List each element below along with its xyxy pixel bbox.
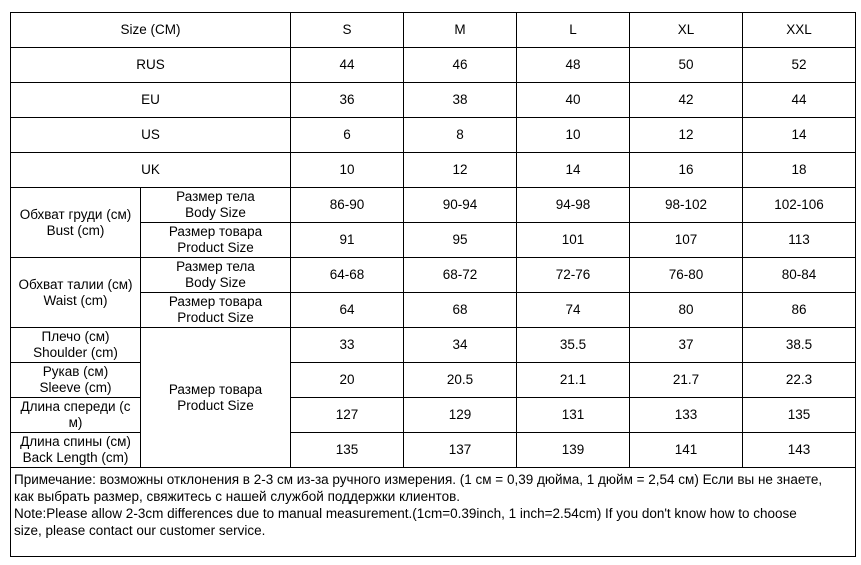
conversion-row-us (11, 118, 856, 153)
front-length-label (11, 398, 141, 433)
table-cell: 52 (743, 48, 856, 83)
body-size-label-ru: Размер тела (176, 259, 255, 274)
conversion-row-uk (11, 153, 856, 188)
table-cell: 68 (404, 293, 517, 328)
table-cell: 38 (404, 83, 517, 118)
table-cell: 35.5 (517, 328, 630, 363)
table-cell: 38.5 (743, 328, 856, 363)
conversion-row-rus (11, 48, 856, 83)
table-cell: 46 (404, 48, 517, 83)
table-cell: 86-90 (291, 188, 404, 223)
table-cell: 44 (743, 83, 856, 118)
table-cell: 33 (291, 328, 404, 363)
table-cell: 137 (404, 433, 517, 468)
product-size-label-en: Product Size (177, 310, 254, 325)
waist-label-en: Waist (cm) (43, 292, 108, 308)
front-length-label-en: м) (68, 415, 83, 430)
note-line-en-1: Note:Please allow 2-3cm differences due to manual measurement.(1cm=0.39inch, 1 inch=2.54cm) If you don't know how to choose (14, 506, 797, 521)
size-header: L (517, 13, 630, 48)
table-cell: 135 (743, 398, 856, 433)
body-size-label (141, 258, 291, 293)
table-cell: 22.3 (743, 363, 856, 398)
body-size-label-ru: Размер тела (176, 189, 255, 204)
product-size-group-en: Product Size (177, 397, 254, 413)
table-cell: 131 (517, 398, 630, 433)
table-cell: 74 (517, 293, 630, 328)
sleeve-label (11, 363, 141, 398)
bust-label-en: Bust (cm) (46, 222, 105, 238)
waist-body-row (11, 258, 856, 293)
waist-label (11, 258, 141, 328)
size-header: XXL (743, 13, 856, 48)
product-size-group-label (141, 328, 291, 468)
table-cell: 135 (291, 433, 404, 468)
shoulder-label (11, 328, 141, 363)
table-cell: 129 (404, 398, 517, 433)
sleeve-label-en: Sleeve (cm) (39, 380, 112, 395)
table-cell: 80-84 (743, 258, 856, 293)
product-size-label-en: Product Size (177, 240, 254, 255)
table-cell: 36 (291, 83, 404, 118)
table-cell: 113 (743, 223, 856, 258)
table-cell: 34 (404, 328, 517, 363)
table-cell: 44 (291, 48, 404, 83)
measurement-note (11, 468, 856, 557)
note-line-ru-2: как выбрать размер, свяжитесь с нашей службой поддержки клиентов. (14, 489, 461, 504)
table-cell: 95 (404, 223, 517, 258)
row-label: UK (11, 153, 291, 188)
conversion-row-eu (11, 83, 856, 118)
table-cell: 102-106 (743, 188, 856, 223)
back-length-row (11, 433, 856, 468)
table-cell: 20 (291, 363, 404, 398)
product-size-label (141, 293, 291, 328)
table-cell: 94-98 (517, 188, 630, 223)
table-cell: 48 (517, 48, 630, 83)
table-cell: 20.5 (404, 363, 517, 398)
table-cell: 133 (630, 398, 743, 433)
table-cell: 64-68 (291, 258, 404, 293)
table-cell: 86 (743, 293, 856, 328)
shoulder-row (11, 328, 856, 363)
body-size-label-en: Body Size (185, 205, 246, 220)
table-cell: 16 (630, 153, 743, 188)
body-size-label (141, 188, 291, 223)
table-cell: 101 (517, 223, 630, 258)
size-header: M (404, 13, 517, 48)
table-cell: 21.7 (630, 363, 743, 398)
product-size-label-ru: Размер товара (168, 224, 263, 239)
note-line-ru-1: Примечание: возможны отклонения в 2-3 см из-за ручного измерения. (1 см = 0,39 дюйма, 1 дюйм = 2,54 см) Если вы не знаете, (14, 472, 823, 487)
size-chart-table (10, 12, 856, 557)
table-cell: 42 (630, 83, 743, 118)
back-length-label (11, 433, 141, 468)
table-cell: 143 (743, 433, 856, 468)
back-length-label-ru: Длина спины (см) (20, 434, 131, 449)
back-length-label-en: Back Length (cm) (22, 450, 129, 465)
table-cell: 40 (517, 83, 630, 118)
shoulder-label-ru: Плечо (см) (41, 329, 110, 344)
table-cell: 91 (291, 223, 404, 258)
table-cell: 90-94 (404, 188, 517, 223)
bust-label-ru: Обхват груди (см) (19, 206, 132, 222)
table-cell: 76-80 (630, 258, 743, 293)
header-label: Size (CM) (11, 13, 291, 48)
table-cell: 141 (630, 433, 743, 468)
table-cell: 80 (630, 293, 743, 328)
table-cell: 10 (517, 118, 630, 153)
table-cell: 72-76 (517, 258, 630, 293)
table-cell: 6 (291, 118, 404, 153)
row-label: EU (11, 83, 291, 118)
bust-body-row (11, 188, 856, 223)
table-cell: 50 (630, 48, 743, 83)
table-cell: 127 (291, 398, 404, 433)
table-cell: 37 (630, 328, 743, 363)
table-cell: 14 (743, 118, 856, 153)
table-cell: 64 (291, 293, 404, 328)
table-cell: 14 (517, 153, 630, 188)
table-cell: 98-102 (630, 188, 743, 223)
table-cell: 12 (630, 118, 743, 153)
table-cell: 107 (630, 223, 743, 258)
header-row (11, 13, 856, 48)
sleeve-label-ru: Рукав (см) (42, 364, 109, 379)
size-header: S (291, 13, 404, 48)
product-size-label (141, 223, 291, 258)
body-size-label-en: Body Size (185, 275, 246, 290)
row-label: US (11, 118, 291, 153)
table-cell: 8 (404, 118, 517, 153)
size-header: XL (630, 13, 743, 48)
row-label: RUS (11, 48, 291, 83)
table-cell: 21.1 (517, 363, 630, 398)
product-size-label-ru: Размер товара (168, 294, 263, 309)
shoulder-label-en: Shoulder (cm) (33, 345, 118, 360)
table-cell: 10 (291, 153, 404, 188)
table-cell: 68-72 (404, 258, 517, 293)
table-cell: 139 (517, 433, 630, 468)
front-length-label-ru: Длина спереди (с (20, 399, 131, 414)
product-size-group-ru: Размер товара (168, 381, 263, 397)
front-length-row (11, 398, 856, 433)
note-line-en-2: size, please contact our customer service. (14, 523, 266, 538)
waist-label-ru: Обхват талии (см) (18, 276, 133, 292)
note-row (11, 468, 856, 557)
bust-label (11, 188, 141, 258)
table-cell: 18 (743, 153, 856, 188)
table-cell: 12 (404, 153, 517, 188)
sleeve-row (11, 363, 856, 398)
